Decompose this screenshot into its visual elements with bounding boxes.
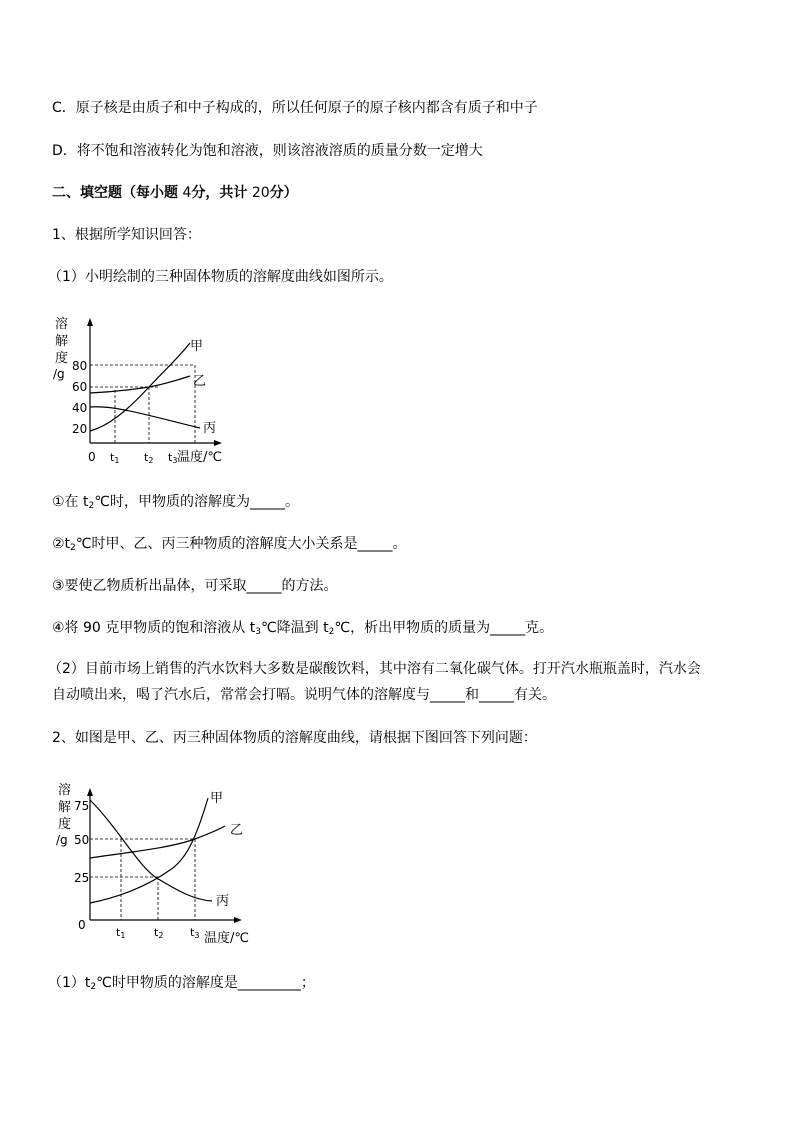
q1-intro: 1、根据所学知识回答： xyxy=(52,227,201,243)
chart1-ylabel-2: 度 xyxy=(55,351,69,366)
chart1-x-arrow xyxy=(214,440,222,446)
option-d: D．将不饱和溶液转化为饱和溶液，则该溶液溶质的质量分数一定增大 xyxy=(52,143,483,159)
chart1-ylabel-3: /g xyxy=(53,367,65,381)
option-c: C．原子核是由质子和中子构成的，所以任何原子的原子核内都含有质子和中子 xyxy=(52,100,538,116)
chart1-ytick-20: 20 xyxy=(72,422,88,436)
chart1-ylabel-1: 解 xyxy=(55,334,69,349)
chart1-series-bing xyxy=(90,407,200,428)
chart1-label-jia: 甲 xyxy=(190,339,204,354)
chart2-ytick-75: 75 xyxy=(74,799,90,813)
chart1-xlabel: 温度/℃ xyxy=(177,450,222,465)
chart2-xtick-t2: t2 xyxy=(154,926,164,940)
section-title: 二、填空题（每小题 4分，共计 20分） xyxy=(52,185,298,201)
chart2-ylabel-2: 度 xyxy=(58,817,72,832)
q1-b: $②t_2℃$时甲、乙、丙三种物质的溶解度大小关系是_____。 xyxy=(52,536,407,553)
chart2-ylabel-3: /g xyxy=(56,833,68,847)
chart2-x-arrow xyxy=(234,917,242,923)
chart2-ylabel-0: 溶 xyxy=(58,783,72,798)
chart1-xtick-t2: t2 xyxy=(144,451,154,465)
chart1-ytick-80: 80 xyxy=(72,359,88,373)
chart2-y-arrow xyxy=(87,788,93,796)
chart1-ytick-60: 60 xyxy=(72,380,88,394)
chart1-guides xyxy=(90,365,195,443)
q1-sub2 xyxy=(48,656,748,708)
chart1-ytick-40: 40 xyxy=(72,401,88,415)
chart2-ytick-25: 25 xyxy=(74,871,90,885)
q1-a: ①在 $t_2℃$时，甲物质的溶解度为_____。 xyxy=(52,494,299,511)
chart2-label-jia: 甲 xyxy=(210,791,224,806)
q1-sub2-line2: 自动喷出来，喝了汽水后，常常会打嗝。说明气体的溶解度与_____和_____有关。 xyxy=(52,687,556,703)
q1-d: ④将 90 克甲物质的饱和溶液从 $t_3℃$降温到 $t_2℃$，析出甲物质的质量为_____克。 xyxy=(52,620,554,637)
chart2-origin: 0 xyxy=(78,918,86,932)
solubility-chart-2 xyxy=(40,780,270,950)
chart2-guides xyxy=(90,839,195,920)
chart1-series-yi xyxy=(90,376,190,393)
q2-sub1: $(1)t_2℃$时甲物质的溶解度是_________； xyxy=(48,975,315,992)
chart2-ylabel xyxy=(56,782,71,847)
chart1-ylabel xyxy=(53,316,68,381)
chart1-ylabel-0: 溶 xyxy=(55,317,69,332)
chart2-xtick-t1: t1 xyxy=(116,926,126,940)
chart2-xtick-t3: t3 xyxy=(190,926,200,940)
chart2-label-bing: 丙 xyxy=(216,894,230,909)
chart1-xtick-t1: t1 xyxy=(110,451,120,465)
chart1-origin: 0 xyxy=(88,450,96,464)
q1-sub2-line1: （2）目前市场上销售的汽水饮料大多数是碳酸饮料，其中溶有二氧化碳气体。打开汽水瓶瓶盖时，汽水会 xyxy=(48,661,701,677)
chart1-label-yi: 乙 xyxy=(193,374,207,389)
chart2-xlabel: 温度/℃ xyxy=(204,931,249,946)
chart1-label-bing: 丙 xyxy=(203,421,217,436)
q1-c: ③要使乙物质析出晶体，可采取_____的方法。 xyxy=(52,578,338,594)
chart2-series-bing xyxy=(90,800,212,901)
chart2-ylabel-1: 解 xyxy=(58,800,72,815)
chart1-y-arrow xyxy=(87,318,93,326)
chart2-series-jia xyxy=(90,798,208,903)
q1-sub1: （1）小明绘制的三种固体物质的溶解度曲线如图所示。 xyxy=(48,269,393,285)
chart2-series-yi xyxy=(90,826,225,858)
solubility-chart-1 xyxy=(40,310,240,475)
chart1-xtick-t3: t3 xyxy=(168,451,178,465)
chart2-ytick-50: 50 xyxy=(74,833,90,847)
q2-intro: 2、如图是甲、乙、丙三种固体物质的溶解度曲线，请根据下图回答下列问题： xyxy=(52,730,537,746)
chart2-label-yi: 乙 xyxy=(230,823,244,838)
